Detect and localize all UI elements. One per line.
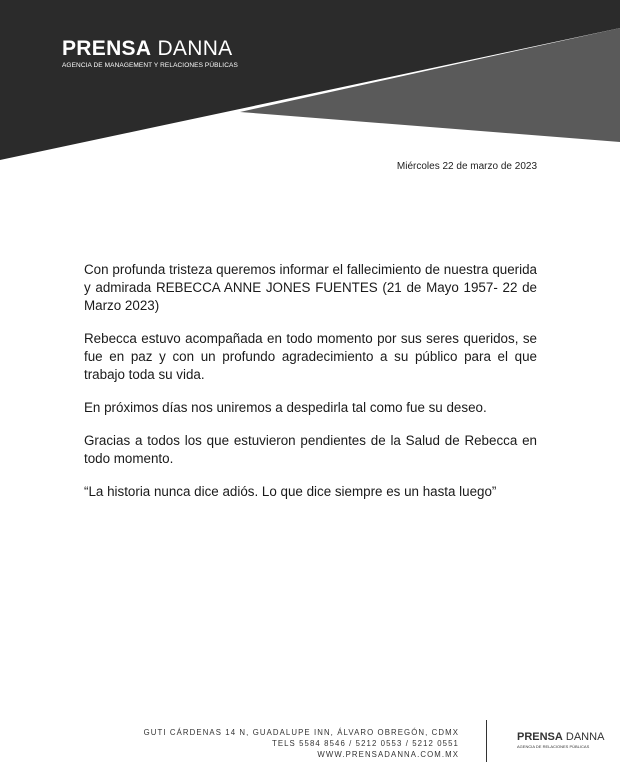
paragraph: Rebecca estuvo acompañada en todo momento por sus seres queridos, se fue en paz y con un profundo agradecimiento a su público para el que trabajo toda su vida. [84,331,537,382]
footer-divider [486,720,487,762]
paragraph: Con profunda tristeza queremos informar el fallecimiento de nuestra querida y admirada REBECCA ANNE JONES FUENTES (21 de Mayo 1957- 22 de Marzo 2023) [84,262,537,313]
footer-address: GUTI CÁRDENAS 14 N, GUADALUPE INN, ÁLVARO OBREGÓN, CDMX [143,728,459,737]
footer-contact [144,727,459,760]
closing-quote: “La historia nunca dice adiós. Lo que dice siempre es un hasta luego” [84,484,497,499]
footer-logo-light: DANNA [565,731,605,743]
paragraph: Gracias a todos los que estuvieron pendientes de la Salud de Rebecca en todo momento. [84,433,537,466]
footer-logo-bold: PRENSA [517,731,563,743]
footer-website: WWW.PRENSADANNA.COM.MX [317,750,459,759]
header-banner [0,0,620,165]
footer-phones: TELS 5584 8546 / 5212 0553 / 5212 0551 [271,739,459,748]
logo-subtitle: AGENCIA DE MANAGEMENT Y RELACIONES PÚBLICAS [62,62,238,69]
footer-logo-subtitle: AGENCIA DE RELACIONES PÚBLICAS [517,744,590,749]
paragraph: En próximos días nos uniremos a despedirla tal como fue su deseo. [84,400,487,415]
logo-title-light: DANNA [157,37,233,60]
footer-logo [517,731,604,749]
letter-date: Miércoles 22 de marzo de 2023 [396,161,537,172]
header-logo [62,38,238,69]
logo-title-bold: PRENSA [62,37,152,60]
logo-title [62,38,238,60]
letter-body [84,261,537,516]
footer-logo-title [517,731,604,743]
